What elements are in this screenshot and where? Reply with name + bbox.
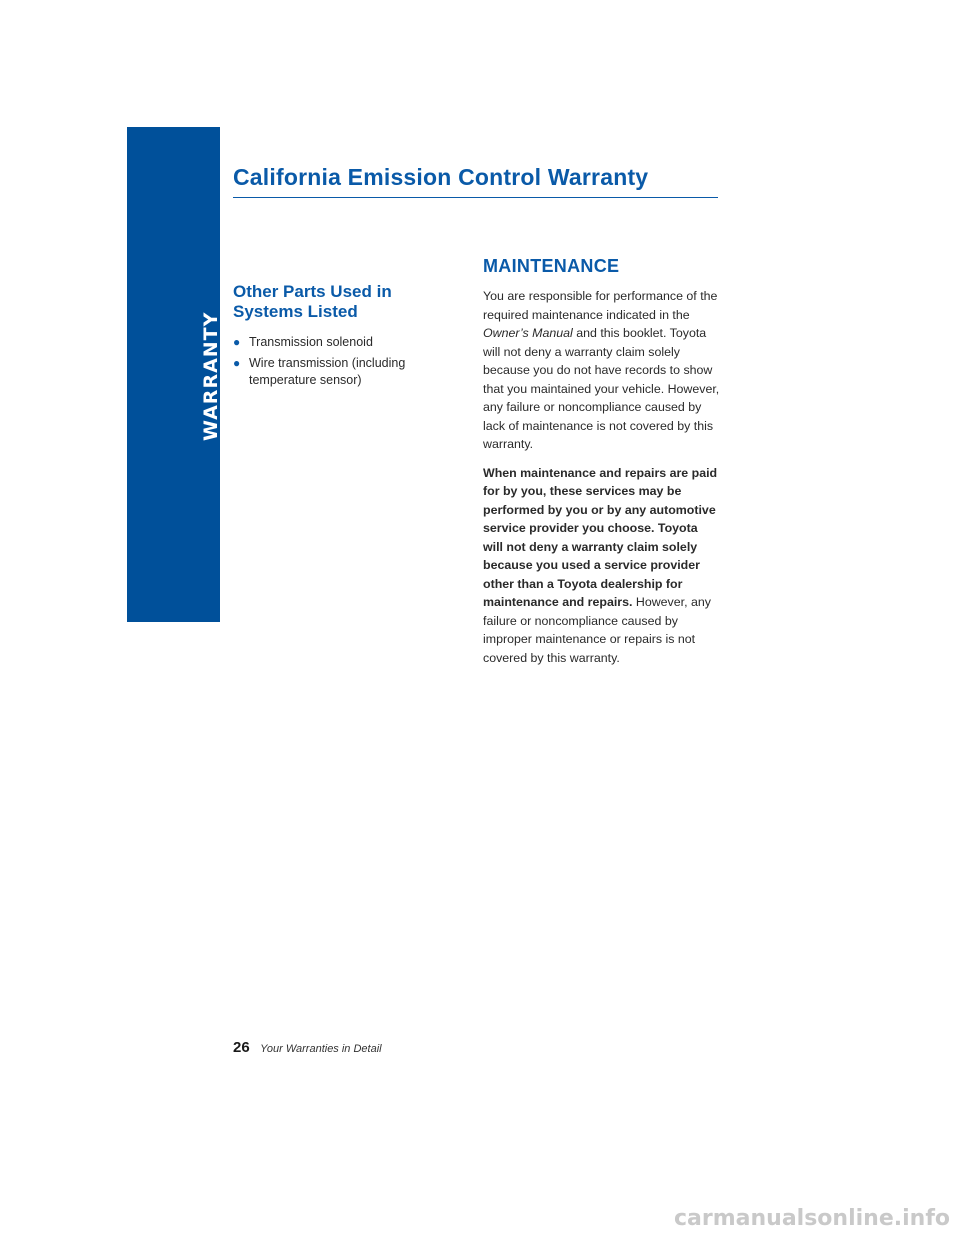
p2-rest-text: However, any failure or noncompliance caused by improper maintenance or repairs is not covered by this warranty. [483,595,711,665]
parts-list [233,334,453,389]
side-tab-label: WARRANTY [200,311,222,441]
page-footer [233,1039,382,1057]
right-column [483,256,721,677]
maintenance-heading: MAINTENANCE [483,256,620,276]
page-number: 26 [233,1039,250,1056]
footer-text: Your Warranties in Detail [260,1043,382,1055]
owners-manual-emphasis: Owner’s Manual [483,326,573,340]
parts-heading: Other Parts Used in Systems Listed [233,282,392,321]
bullet-icon: ● [233,356,241,370]
list-item [233,334,453,351]
list-item-text: Wire transmission (including temperature sensor) [249,356,406,387]
title-divider [233,197,718,198]
left-column [233,282,453,393]
maintenance-paragraph-1 [483,287,721,454]
list-item [233,355,453,389]
p1-text-a: You are responsible for performance of the required maintenance indicated in the [483,289,718,322]
p1-text-b: and this booklet. Toyota will not deny a warranty claim solely because you do not have records to show that you maintained your vehicle. However, any failure or noncompliance caused by lack of maintenance is not covered by this warranty. [483,326,720,451]
p2-bold-text: When maintenance and repairs are paid for by you, these services may be performed by you or by any automotive service provider you choose. Toyota will not deny a warranty claim solely because you used a service provider other than a Toyota dealership for maintenance and repairs. [483,465,718,609]
list-item-text: Transmission solenoid [249,335,373,349]
maintenance-paragraph-2 [483,464,721,668]
watermark: carmanualsonline.info [674,1206,950,1231]
bullet-icon: ● [233,335,241,349]
page-title: California Emission Control Warranty [233,164,649,190]
